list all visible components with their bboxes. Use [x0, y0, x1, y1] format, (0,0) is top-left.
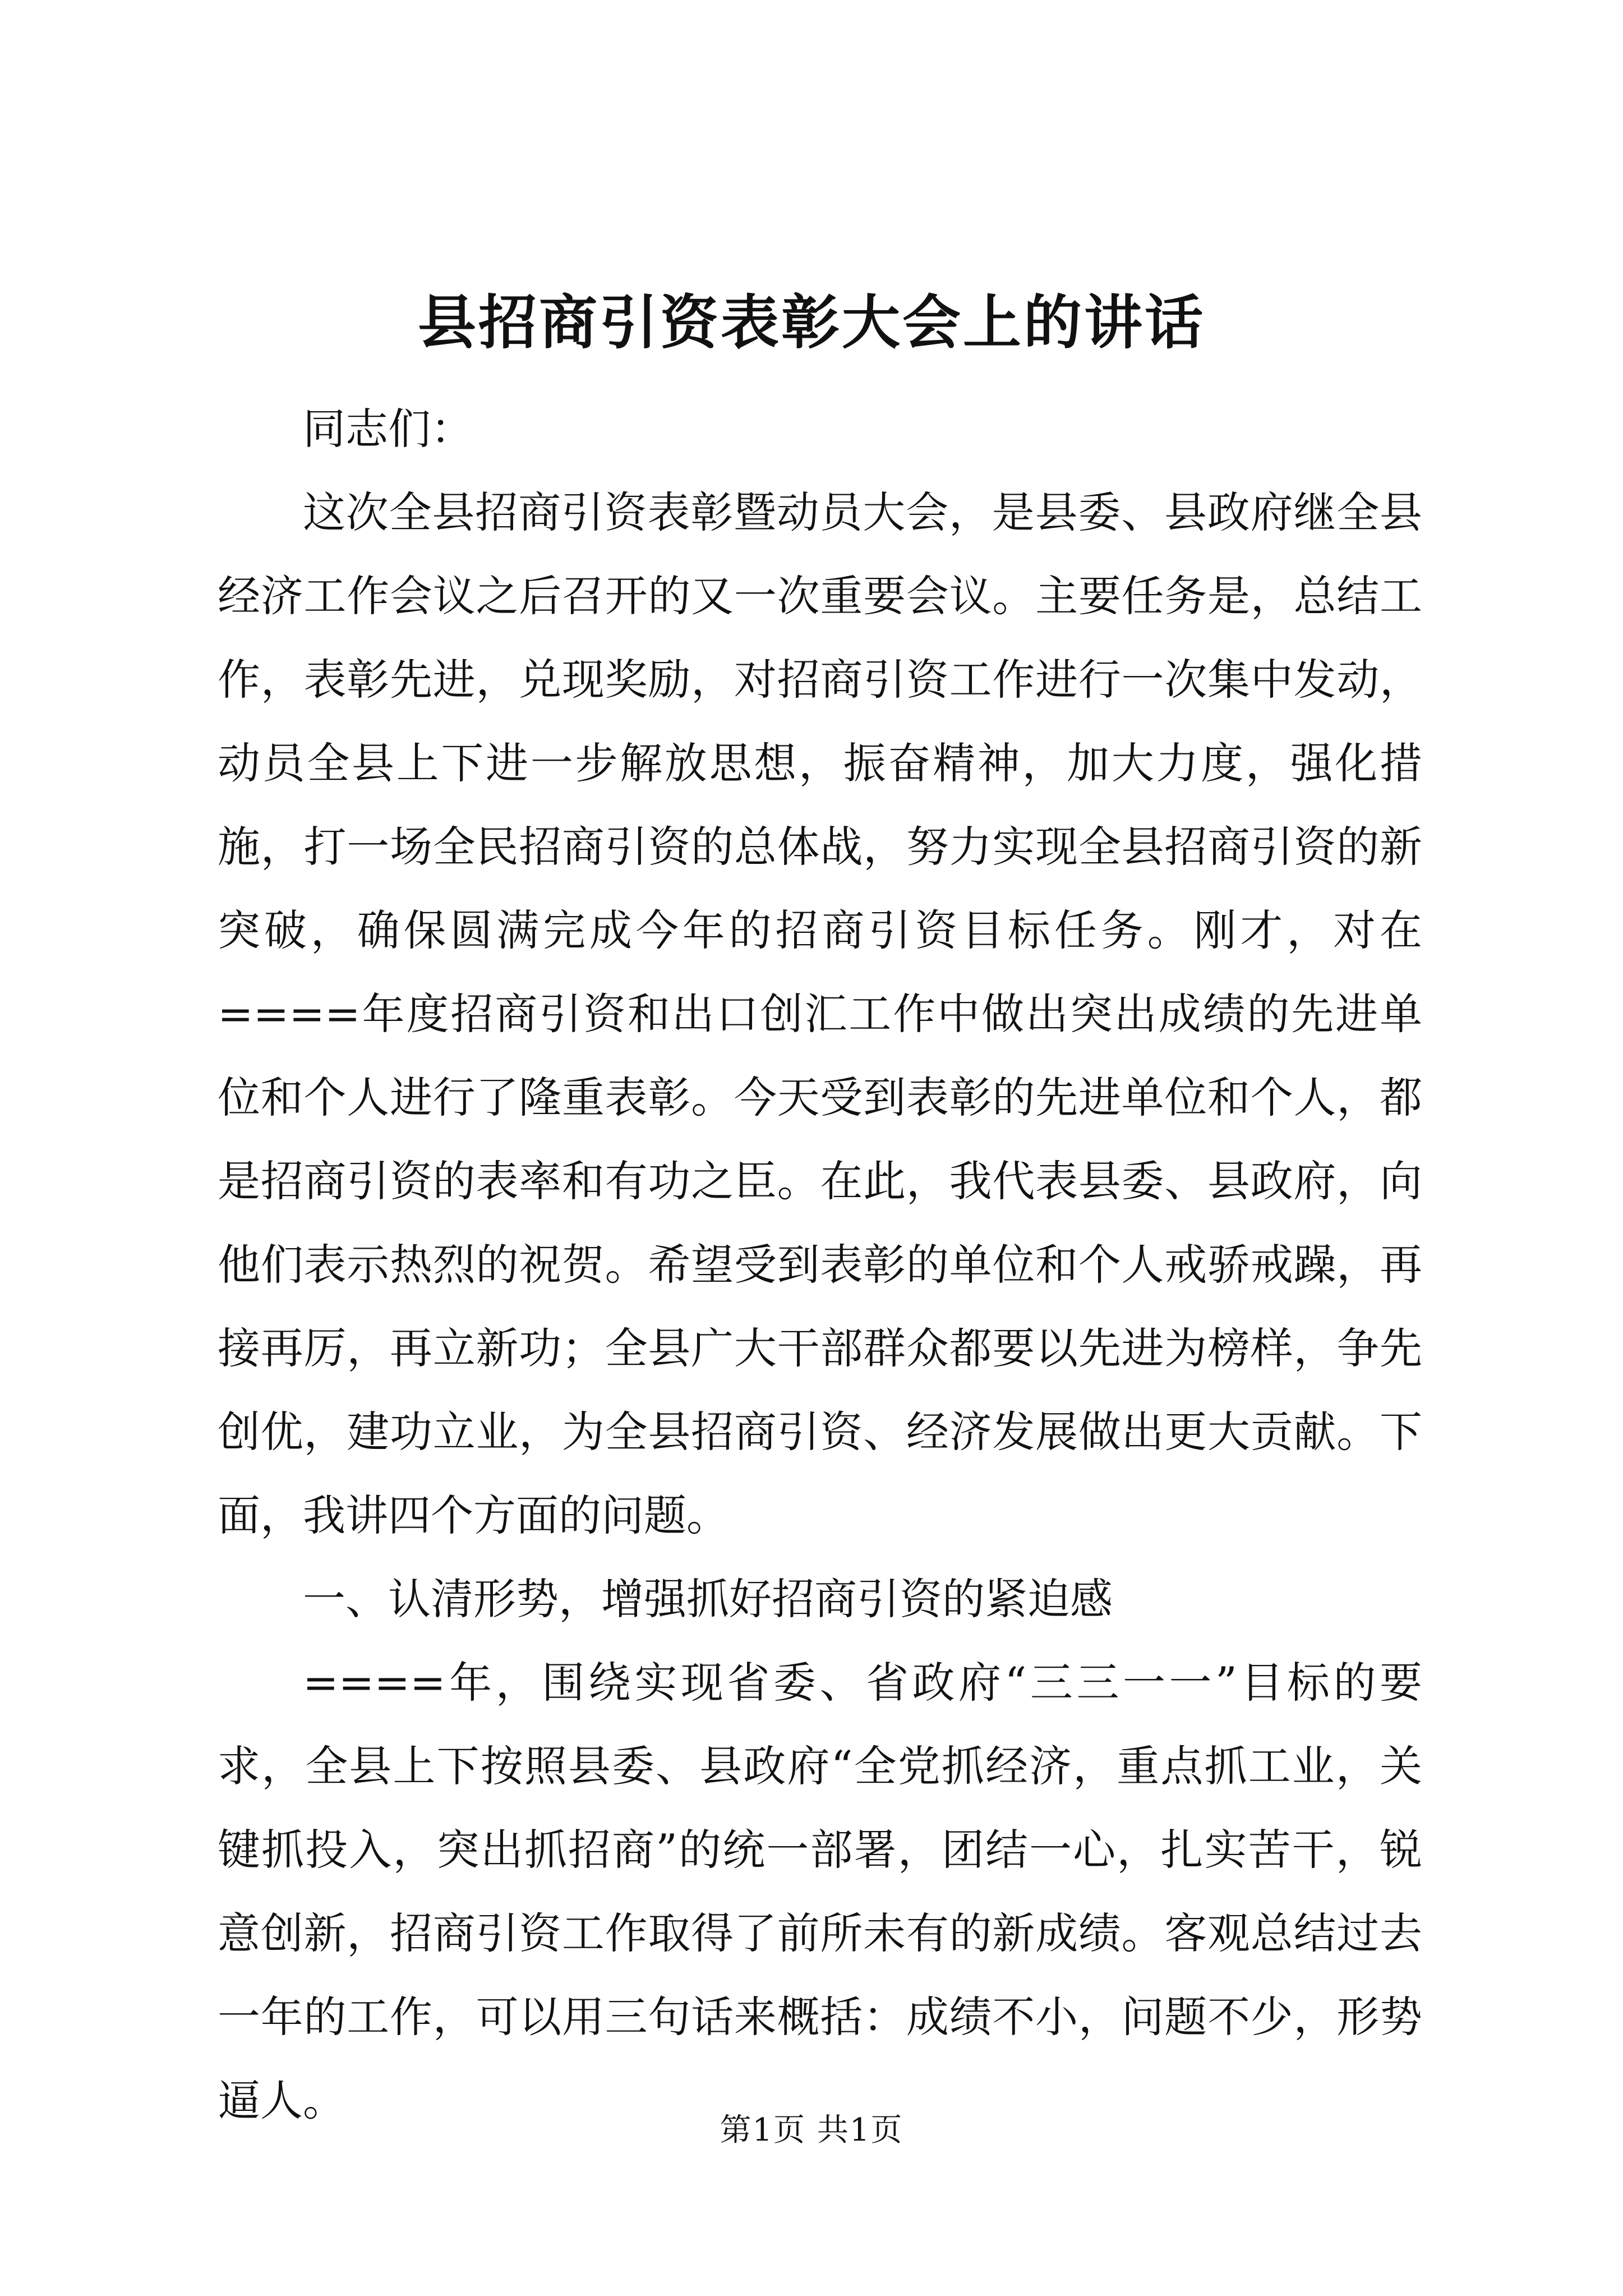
section-heading-1: 一、认清形势，增强抓好招商引资的紧迫感 [303, 1574, 1113, 1624]
document-body [218, 387, 1422, 2142]
salutation: 同志们： [303, 404, 473, 454]
document-title: 县招商引资表彰大会上的讲话 [417, 288, 1205, 357]
page-footer: 第1页 共1页 [720, 2112, 903, 2148]
paragraph-section-1: ====年，围绕实现省委、省政府“三三一一”目标的要求，全县上下按照县委、县政府“全党抓经济，重点抓工业，关键抓投入，突出抓招商”的统一部署，团结一心，扎实苦干，锐意创新，招商引资工作取得了前所未有的新成绩。客观总结过去一年的工作，可以用三句话来概括：成绩不小，问题不少，形势逼人。 [218, 1658, 1422, 2125]
paragraph-intro: 这次全县招商引资表彰暨动员大会，是县委、县政府继全县经济工作会议之后召开的又一次重要会议。主要任务是，总结工作，表彰先进，兑现奖励，对招商引资工作进行一次集中发动，动员全县上下进一步解放思想，振奋精神，加大力度，强化措施，打一场全民招商引资的总体战，努力实现全县招商引资的新突破，确保圆满完成今年的招商引资目标任务。刚才，对在====年度招商引资和出口创汇工作中做出突出成绩的先进单位和个人进行了隆重表彰。今天受到表彰的先进单位和个人，都是招商引资的表率和有功之臣。在此，我代表县委、县政府，向他们表示热烈的祝贺。希望受到表彰的单位和个人戒骄戒躁，再接再厉，再立新功；全县广大干部群众都要以先进为榜样，争先创优，建功立业，为全县招商引资、经济发展做出更大贡献。下面，我讲四个方面的问题。 [218, 487, 1422, 1540]
